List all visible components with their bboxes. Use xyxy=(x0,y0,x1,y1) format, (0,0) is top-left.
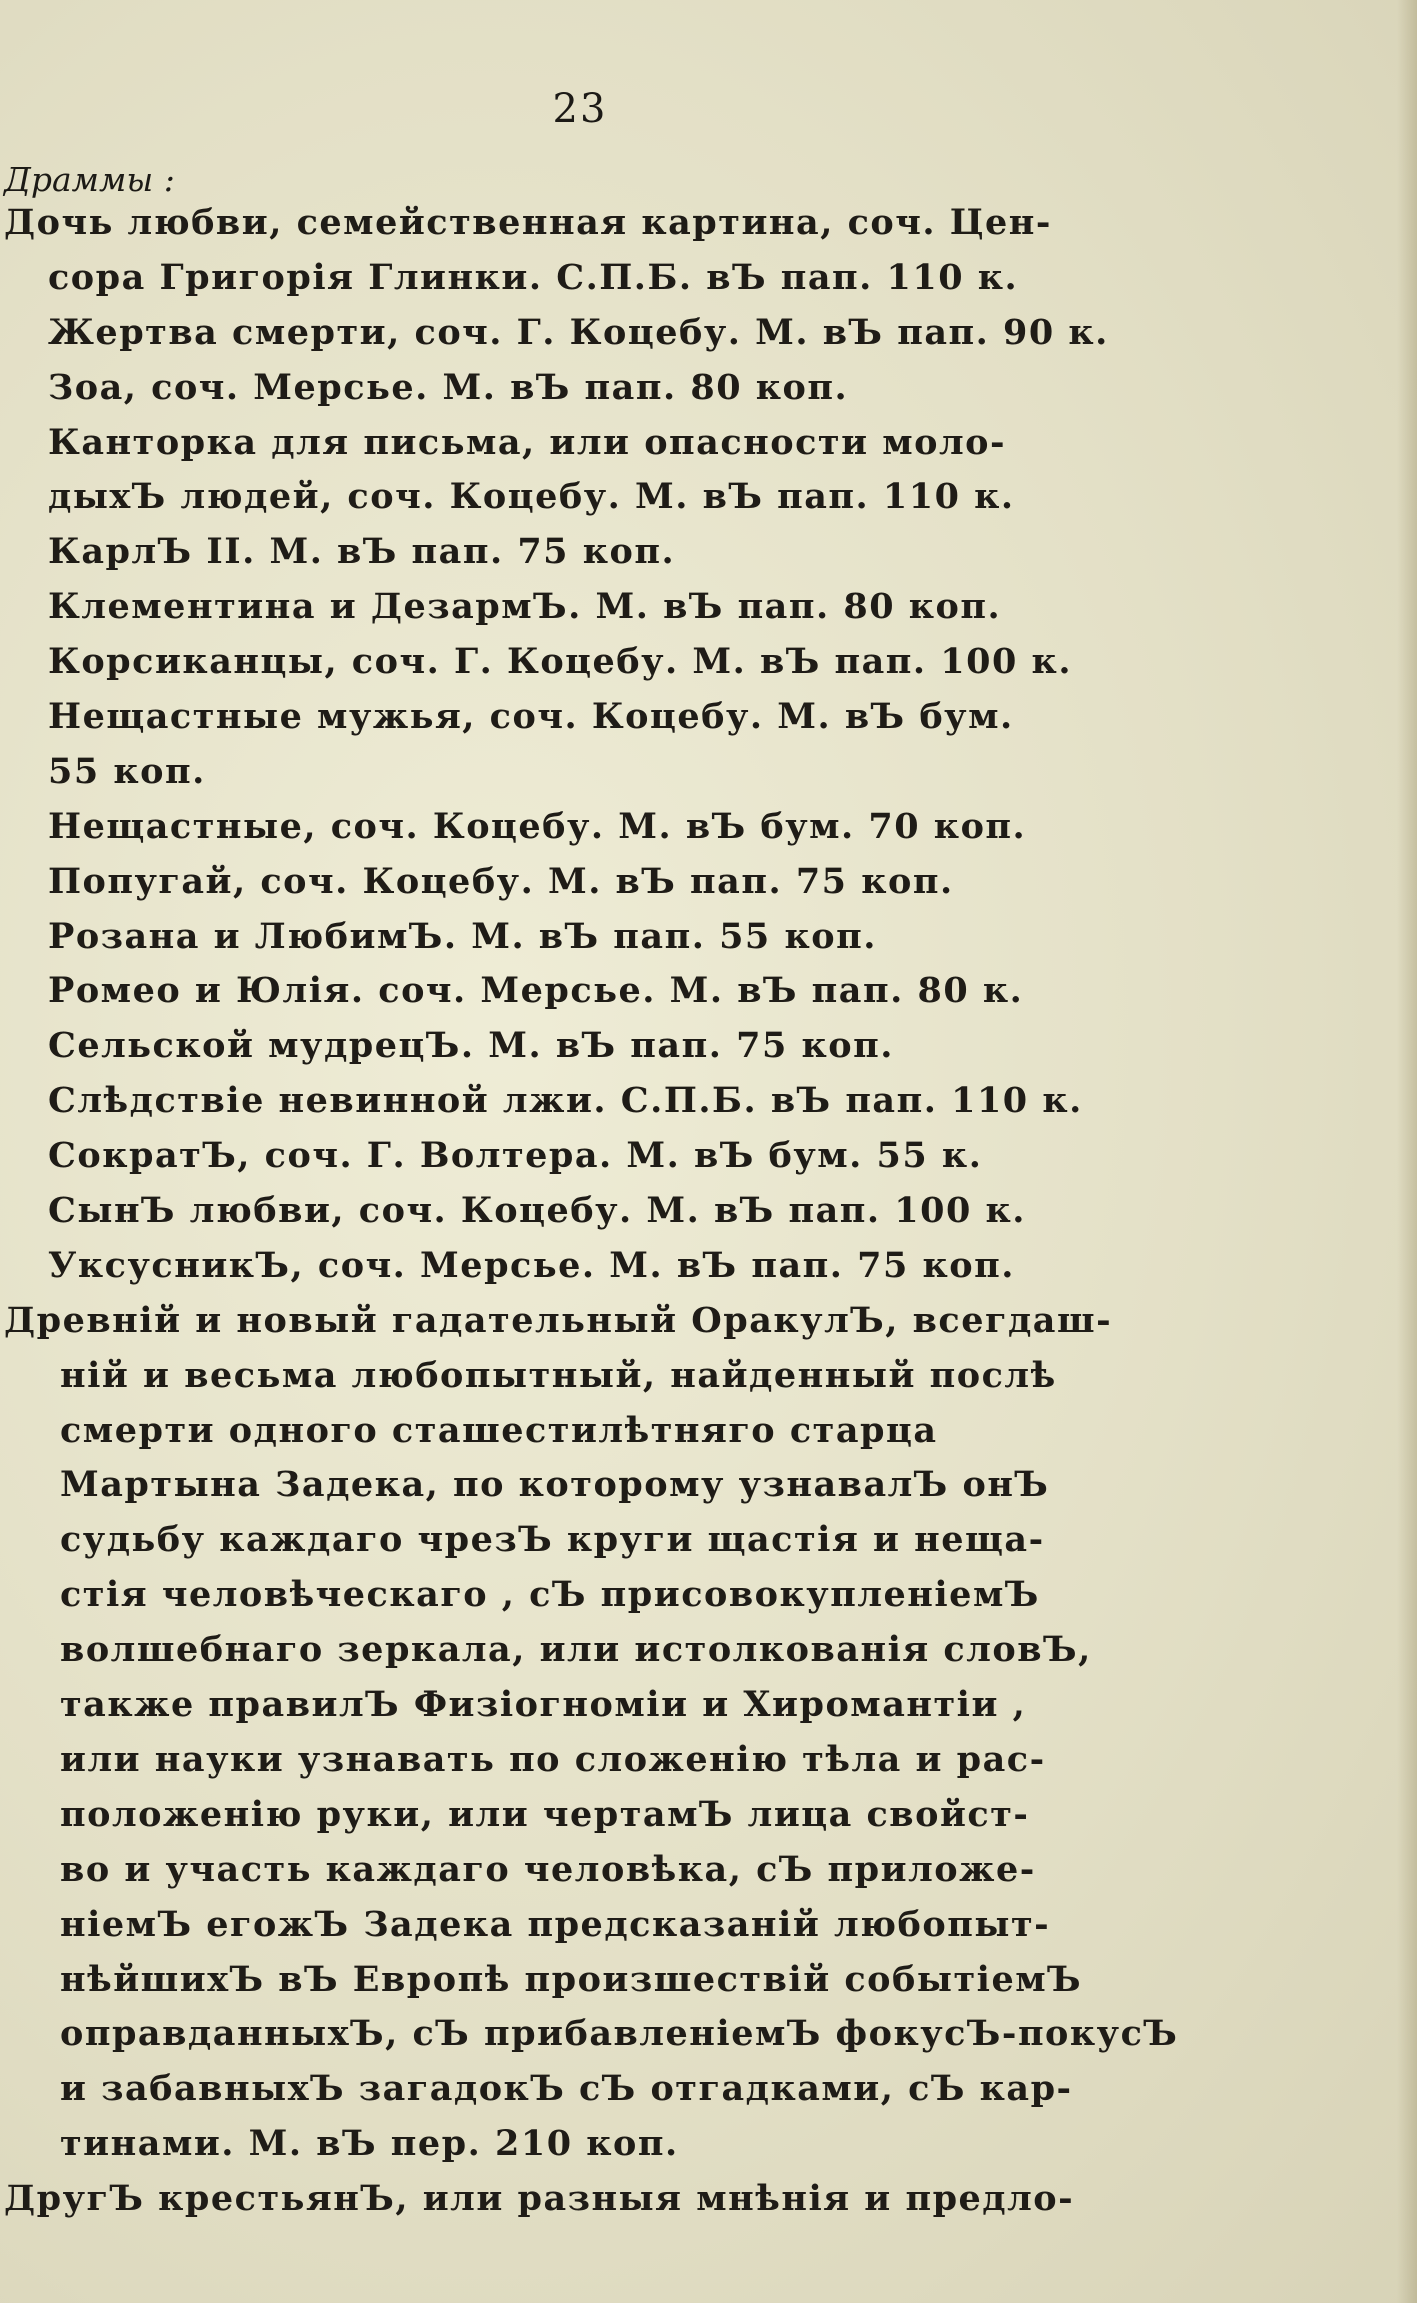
text-line: стія человѣческаго , сЪ присовокупленіемЪ xyxy=(60,1574,1040,1616)
section-heading: Драммы : xyxy=(4,160,175,199)
text-line: волшебнаго зеркала, или истолкованія словЪ, xyxy=(60,1629,1092,1671)
text-line: Жертва смерти, соч. Г. Коцебу. М. вЪ пап. 90 к. xyxy=(48,311,1109,353)
text-line: Нещастные, соч. Коцебу. М. вЪ бум. 70 коп. xyxy=(48,805,1027,847)
text-line: Дочь любви, семейственная картина, соч. Цен- xyxy=(4,202,1052,243)
text-line: дыхЪ людей, соч. Коцебу. М. вЪ пап. 110 к. xyxy=(48,476,1015,518)
text-line: СынЪ любви, соч. Коцебу. М. вЪ пап. 100 к. xyxy=(48,1190,1026,1232)
text-line: сора Григорія Глинки. С.П.Б. вЪ пап. 110 к. xyxy=(48,256,1019,298)
text-line: Мартына Задека, по которому узнавалЪ онЪ xyxy=(60,1464,1050,1506)
text-line: Розана и ЛюбимЪ. М. вЪ пап. 55 коп. xyxy=(48,915,877,957)
catalog-text xyxy=(0,196,1220,2227)
text-line: ДругЪ крестьянЪ, или разныя мнѣнія и предло- xyxy=(4,2178,1075,2220)
text-line: положенію руки, или чертамЪ лица свойст- xyxy=(60,1793,1030,1835)
text-line: Древній и новый гадательный ОракулЪ, всегдаш- xyxy=(4,1299,1113,1341)
text-line: Клементина и ДезармЪ. М. вЪ пап. 80 коп. xyxy=(48,586,1002,628)
text-line: Слѣдствіе невинной лжи. С.П.Б. вЪ пап. 110 к. xyxy=(48,1080,1083,1122)
text-line: смерти одного сташестилѣтняго старца xyxy=(60,1409,938,1451)
text-line: тинами. М. вЪ пер. 210 коп. xyxy=(60,2123,679,2165)
text-line: СократЪ, соч. Г. Волтера. М. вЪ бум. 55 к. xyxy=(48,1135,983,1177)
text-line: и забавныхЪ загадокЪ сЪ отгадками, сЪ кар- xyxy=(60,2068,1073,2110)
text-line: ніемЪ егожЪ Задека предсказаній любопыт- xyxy=(60,1903,1051,1945)
text-line: Попугай, соч. Коцебу. М. вЪ пап. 75 коп. xyxy=(48,860,954,902)
text-line: нѣйшихЪ вЪ Европѣ произшествій событіемЪ xyxy=(60,1958,1083,2000)
text-line: УксусникЪ, соч. Мерсье. М. вЪ пап. 75 коп. xyxy=(48,1244,1015,1286)
text-line: ній и весьма любопытный, найденный послѣ xyxy=(60,1354,1057,1396)
text-line: Сельской мудрецЪ. М. вЪ пап. 75 коп. xyxy=(48,1025,894,1067)
text-line: или науки узнавать по сложенію тѣла и рас- xyxy=(60,1738,1046,1780)
text-line: судьбу каждаго чрезЪ круги щастія и неща- xyxy=(60,1519,1045,1561)
text-line: оправданныхЪ, сЪ прибавленіемЪ фокусЪ-покусЪ xyxy=(60,2013,1179,2055)
text-line: во и участь каждаго человѣка, сЪ приложе- xyxy=(60,1848,1036,1890)
text-line: Нещастные мужья, соч. Коцебу. М. вЪ бум. xyxy=(48,696,1014,738)
text-line: Ромео и Юлія. соч. Мерсье. М. вЪ пап. 80 к. xyxy=(48,970,1024,1012)
text-line: 55 коп. xyxy=(48,750,206,792)
page-number: 23 xyxy=(552,86,608,132)
text-line: Канторка для письма, или опасности моло- xyxy=(48,421,1007,463)
page-edge-shadow xyxy=(1397,0,1417,2303)
text-line: КарлЪ II. М. вЪ пап. 75 коп. xyxy=(48,531,676,573)
text-line: Корсиканцы, соч. Г. Коцебу. М. вЪ пап. 100 к. xyxy=(48,641,1073,683)
text-line: Зоа, соч. Мерсье. М. вЪ пап. 80 коп. xyxy=(48,366,849,408)
text-line: также правилЪ Физіогноміи и Хиромантіи , xyxy=(60,1684,1027,1726)
